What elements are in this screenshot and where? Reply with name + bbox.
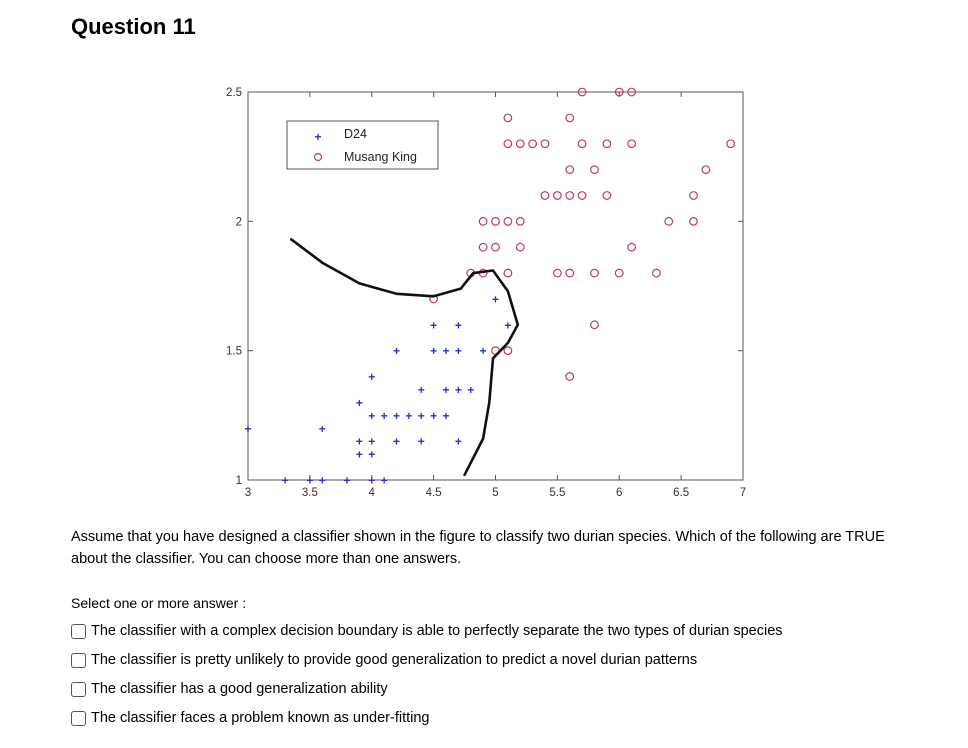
d24-point: + xyxy=(442,408,450,423)
musang-king-point xyxy=(603,192,611,200)
d24-point: + xyxy=(318,473,326,488)
x-tick-label: 5.5 xyxy=(549,487,566,499)
musang-king-point xyxy=(504,218,512,226)
y-tick-label: 2 xyxy=(235,216,242,229)
question-title: Question 11 xyxy=(71,14,196,39)
musang-king-point xyxy=(566,269,574,277)
x-tick-label: 3 xyxy=(244,487,252,499)
d24-point: + xyxy=(306,473,314,488)
musang-king-point xyxy=(578,192,586,200)
musang-king-point xyxy=(479,243,487,251)
answer-prompt: Select one or more answer : xyxy=(71,595,247,611)
answer-option[interactable] xyxy=(71,649,697,671)
answer-option-label[interactable]: The classifier with a complex decision boundary is able to perfectly separate the two types of durian species xyxy=(91,623,783,639)
musang-king-point xyxy=(702,166,710,174)
d24-point: + xyxy=(504,318,512,333)
musang-king-point xyxy=(591,166,599,174)
musang-king-point xyxy=(541,192,549,200)
answer-option[interactable] xyxy=(71,707,430,729)
musang-king-point xyxy=(516,218,524,226)
answer-checkbox[interactable] xyxy=(71,711,86,726)
answer-option[interactable] xyxy=(71,678,388,700)
d24-point: + xyxy=(454,344,462,359)
d24-point: + xyxy=(392,408,401,423)
musang-king-point xyxy=(690,192,698,200)
musang-king-point xyxy=(529,140,537,148)
d24-point: + xyxy=(454,434,462,449)
d24-point: + xyxy=(430,318,438,333)
d24-point: + xyxy=(355,434,363,449)
musang-king-point xyxy=(516,140,524,148)
musang-king-point xyxy=(566,373,574,381)
musang-king-point xyxy=(653,269,661,277)
musang-king-point xyxy=(504,269,512,277)
d24-point: + xyxy=(430,344,438,359)
musang-king-point xyxy=(603,140,611,148)
answer-option-label[interactable]: The classifier has a good generalization ability xyxy=(91,681,388,697)
d24-point: + xyxy=(355,447,363,462)
legend xyxy=(287,121,438,169)
musang-king-point xyxy=(591,269,599,277)
d24-point: + xyxy=(392,344,401,359)
y-tick-label: 1.5 xyxy=(226,345,242,358)
d24-point: + xyxy=(467,382,475,397)
legend-d24-label: D24 xyxy=(344,127,367,141)
d24-point: + xyxy=(491,292,500,307)
answer-checkbox[interactable] xyxy=(71,682,86,697)
musang-king-point xyxy=(578,140,586,148)
d24-point: + xyxy=(355,395,363,410)
musang-king-point xyxy=(566,166,574,174)
musang-king-point xyxy=(591,321,599,329)
x-tick-label: 7 xyxy=(739,487,747,499)
x-tick-label: 6.5 xyxy=(673,487,690,499)
answer-checkbox[interactable] xyxy=(71,624,86,639)
d24-point: + xyxy=(417,408,425,423)
d24-point: + xyxy=(442,382,450,397)
d24-point: + xyxy=(318,421,326,436)
d24-point: + xyxy=(430,408,438,423)
d24-point: + xyxy=(368,473,376,488)
musang-king-point xyxy=(665,218,673,226)
musang-king-point xyxy=(628,243,636,251)
d24-point: + xyxy=(368,434,376,449)
d24-point: + xyxy=(417,382,425,397)
y-tick-label: 1 xyxy=(235,475,242,487)
musang-king-point xyxy=(504,347,512,355)
x-tick-label: 5 xyxy=(492,487,499,499)
musang-king-point xyxy=(566,114,574,122)
d24-point: + xyxy=(442,344,450,359)
musang-king-point xyxy=(554,269,562,277)
answer-option-label[interactable]: The classifier is pretty unlikely to provide good generalization to predict a novel durian patterns xyxy=(91,652,698,668)
question-text: Assume that you have designed a classifier shown in the figure to classify two durian species. Which of the following are TRUE about the classifier. You can choose more than one answers. xyxy=(71,529,885,567)
x-tick-label: 3.5 xyxy=(301,487,318,499)
y-tick-label: 2.5 xyxy=(226,87,242,99)
d24-point: + xyxy=(244,421,252,436)
musang-king-point xyxy=(566,192,574,200)
x-tick-label: 4 xyxy=(368,487,375,499)
musang-king-point xyxy=(504,140,512,148)
musang-king-point xyxy=(628,140,636,148)
musang-king-point xyxy=(492,218,500,226)
musang-king-point xyxy=(690,218,698,226)
d24-point: + xyxy=(380,408,388,423)
d24-point: + xyxy=(454,318,462,333)
legend-d24-marker: + xyxy=(314,130,322,144)
musang-king-point xyxy=(727,140,735,148)
musang-king-point xyxy=(615,269,623,277)
answer-checkbox[interactable] xyxy=(71,653,86,668)
musang-king-point xyxy=(504,114,512,122)
d24-point: + xyxy=(281,473,289,488)
x-tick-label: 4.5 xyxy=(425,487,442,499)
answer-option-label[interactable]: The classifier faces a problem known as under-fitting xyxy=(91,710,430,726)
answer-option[interactable] xyxy=(71,620,783,642)
d24-point: + xyxy=(368,370,376,385)
d24-point: + xyxy=(343,473,351,488)
musang-king-point xyxy=(516,243,524,251)
x-tick-label: 6 xyxy=(616,487,623,499)
d24-point: + xyxy=(368,408,376,423)
d24-point: + xyxy=(479,344,487,359)
d24-point: + xyxy=(380,473,388,488)
musang-king-point xyxy=(492,243,500,251)
musang-king-point xyxy=(554,192,562,200)
musang-king-point xyxy=(479,218,487,226)
d24-point: + xyxy=(405,408,413,423)
d24-point: + xyxy=(417,434,425,449)
d24-point: + xyxy=(392,434,401,449)
d24-point: + xyxy=(368,447,376,462)
legend-musang-king-label: Musang King xyxy=(344,150,417,164)
d24-point: + xyxy=(454,382,462,397)
musang-king-point xyxy=(541,140,549,148)
